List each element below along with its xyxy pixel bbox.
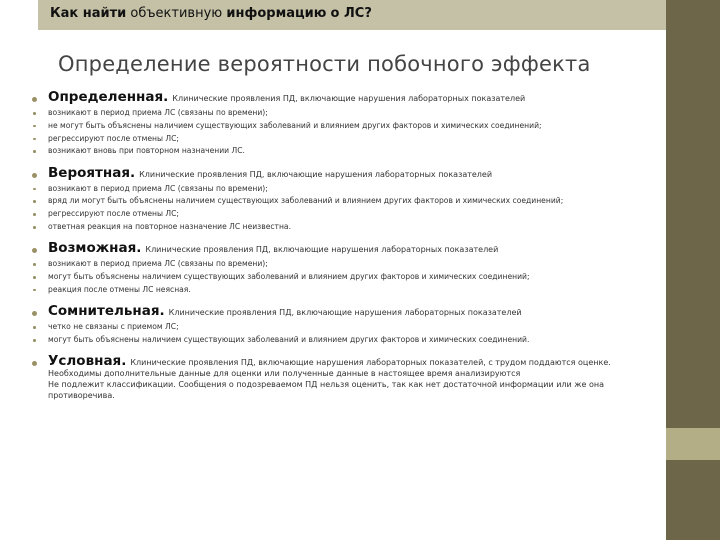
section-term: Сомнительная. — [48, 303, 165, 320]
header-title — [50, 6, 372, 21]
criteria-item: четко не связаны с приемом ЛС; — [30, 322, 666, 332]
section-heading — [30, 353, 666, 401]
side-panel-accent — [666, 428, 720, 460]
criteria-item: ответная реакция на повторное назначение ЛС неизвестна. — [30, 222, 666, 232]
section-note: Не подлежит классификации. Сообщения о подозреваемом ПД нельзя оценить, так как нет достаточной информации или же она противоречива. — [48, 380, 604, 401]
criteria-item: не могут быть объяснены наличием существующих заболеваний и влиянием других факторов и химических соединений; — [30, 121, 666, 131]
criteria-item: возникают в период приема ЛС (связаны по времени); — [30, 259, 666, 269]
probability-section — [30, 303, 666, 345]
section-heading — [30, 240, 666, 257]
header-title-part: о ЛС? — [330, 6, 372, 21]
page-title: Определение вероятности побочного эффекта — [58, 52, 591, 76]
criteria-item: могут быть объяснены наличием существующих заболеваний и влиянием других факторов и химических соединений; — [30, 272, 666, 282]
section-term: Условная. — [48, 353, 127, 370]
side-panel — [666, 30, 720, 428]
criteria-item: регрессируют после отмены ЛС; — [30, 209, 666, 219]
section-description: Клинические проявления ПД, включающие нарушения лабораторных показателей — [172, 94, 526, 103]
section-heading — [30, 303, 666, 320]
content-area — [30, 89, 666, 412]
criteria-item: возникают вновь при повторном назначении ЛС. — [30, 146, 666, 156]
probability-section — [30, 164, 666, 233]
header-title-part: информацию — [226, 6, 327, 21]
criteria-item: вряд ли могут быть объяснены наличием существующих заболеваний и влиянием других факторов и химических соединений; — [30, 196, 666, 206]
criteria-item: реакция после отмены ЛС неясная. — [30, 285, 666, 295]
section-description: Клинические проявления ПД, включающие нарушения лабораторных показателей, с трудом поддаются оценке. Необходимы дополнительные данные для оценки или полученные данные в настоящее время анализируются — [48, 358, 611, 379]
header-title-part: объективную — [130, 6, 223, 21]
section-description: Клинические проявления ПД, включающие нарушения лабораторных показателей — [145, 245, 499, 255]
criteria-item: возникают в период приема ЛС (связаны по времени); — [30, 184, 666, 194]
criteria-list — [30, 259, 666, 295]
section-description: Клинические проявления ПД, включающие нарушения лабораторных показателей — [139, 169, 493, 179]
section-heading — [30, 89, 666, 105]
criteria-item: регрессируют после отмены ЛС; — [30, 134, 666, 144]
section-heading — [30, 164, 666, 181]
criteria-item: могут быть объяснены наличием существующих заболеваний и влиянием других факторов и химических соединений. — [30, 335, 666, 345]
probability-section — [30, 353, 666, 401]
side-panel-bottom — [666, 460, 720, 540]
probability-section — [30, 89, 666, 157]
criteria-list — [30, 322, 666, 345]
criteria-item: возникают в период приема ЛС (связаны по времени); — [30, 108, 666, 118]
side-panel-top — [666, 0, 720, 30]
section-term: Определенная. — [48, 89, 169, 105]
section-term: Возможная. — [48, 240, 142, 257]
probability-section — [30, 240, 666, 295]
criteria-list — [30, 184, 666, 233]
section-term: Вероятная. — [48, 164, 136, 181]
header-title-part: Как найти — [50, 6, 127, 21]
criteria-list — [30, 108, 666, 157]
section-description: Клинические проявления ПД, включающие нарушения лабораторных показателей — [168, 308, 522, 318]
